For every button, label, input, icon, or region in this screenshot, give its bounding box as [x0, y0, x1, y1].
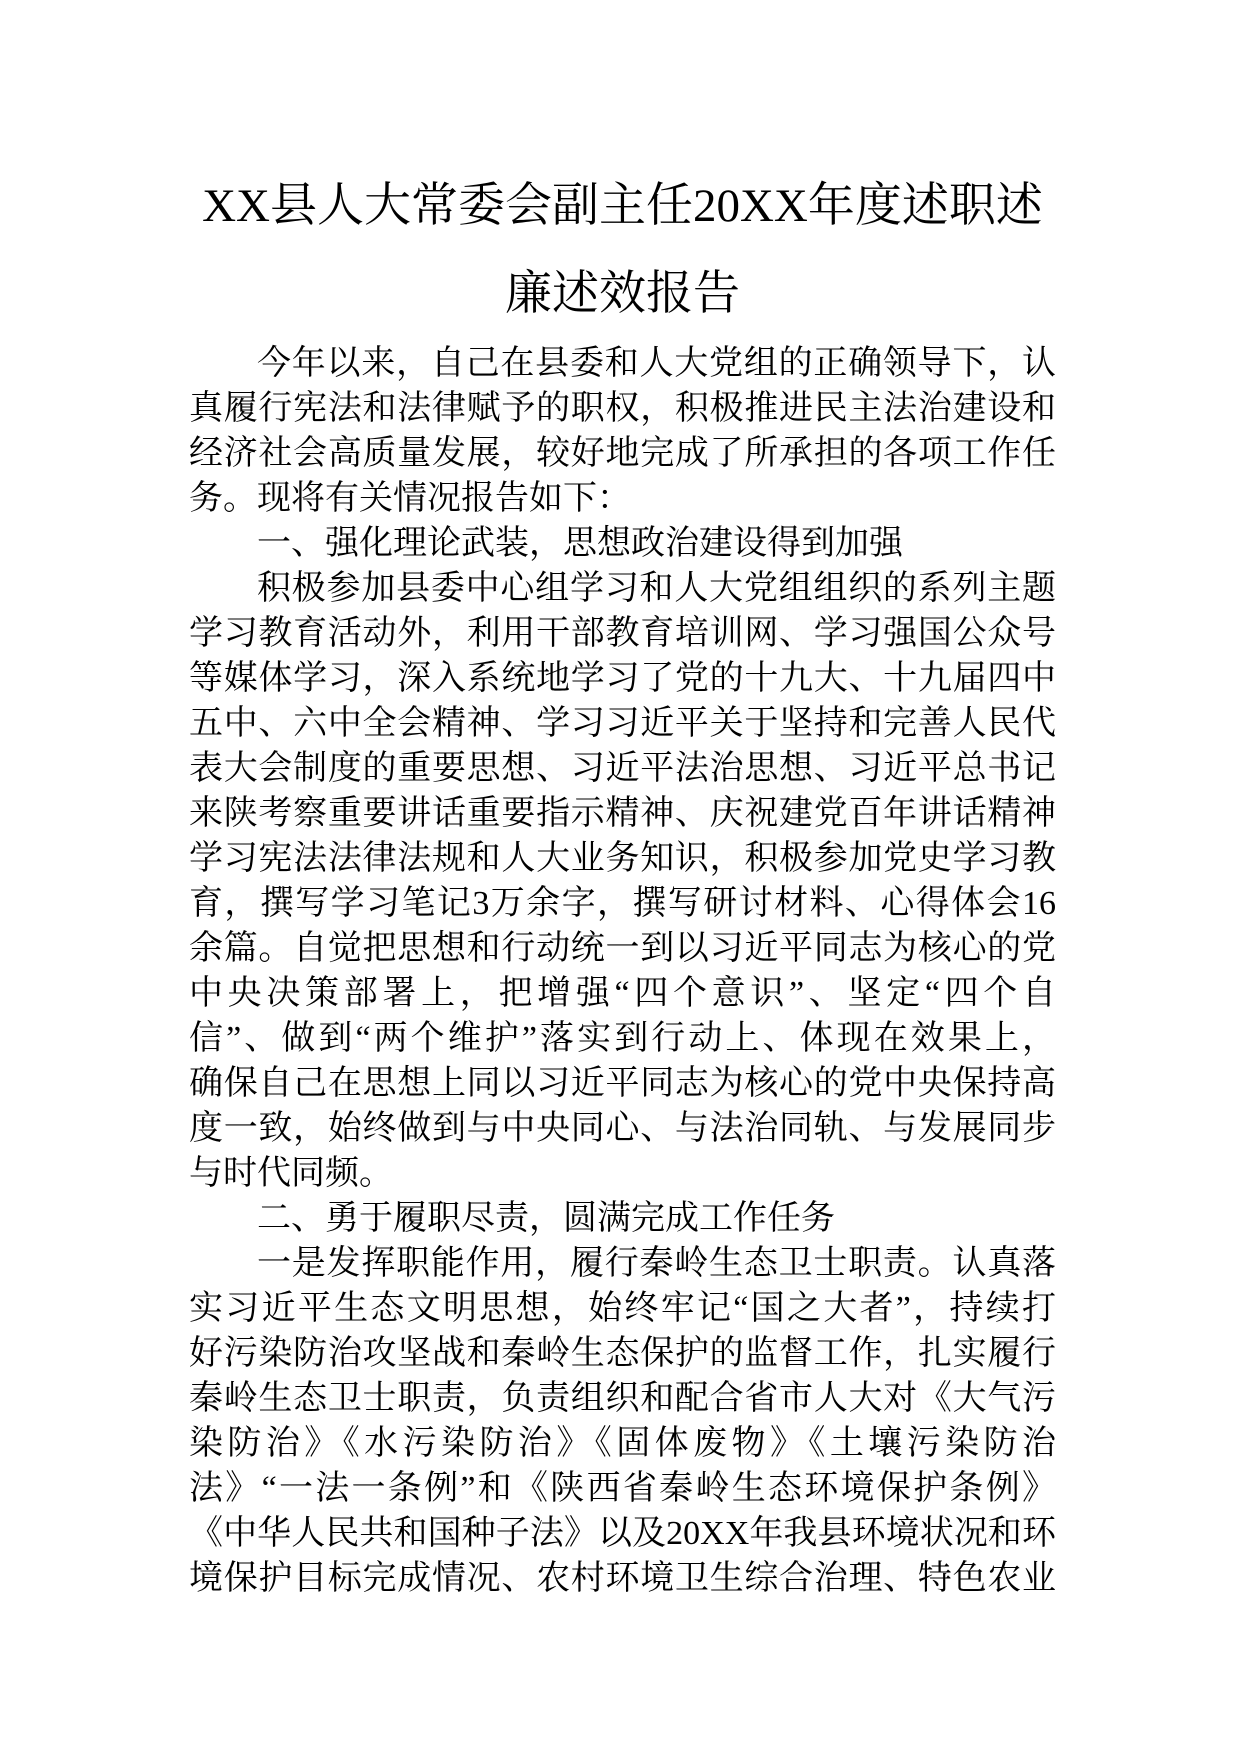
body-line: 度一致，始终做到与中央同心、与法治同轨、与发展同步 — [189, 1110, 1056, 1147]
section-heading: 一、强化理论武装，思想政治建设得到加强 — [257, 523, 903, 563]
body-line: 染防治》《水污染防治》《固体废物》《土壤污染防治 — [189, 1425, 1056, 1462]
body-line: 务。现将有关情况报告如下： — [189, 480, 631, 517]
document-title — [189, 162, 1056, 338]
body-line: 法》“一法一条例”和《陕西省秦岭生态环境保护条例》 — [189, 1470, 1056, 1507]
body-line: 等媒体学习，深入系统地学习了党的十九大、十九届四中 — [189, 660, 1056, 697]
body-line: 与时代同频。 — [189, 1155, 393, 1192]
body-line: 五中、六中全会精神、学习习近平关于坚持和完善人民代 — [189, 705, 1056, 742]
body-line: 育，撰写学习笔记3万余字，撰写研讨材料、心得体会16 — [189, 885, 1056, 922]
body-line: 来陕考察重要讲话重要指示精神、庆祝建党百年讲话精神 — [189, 795, 1056, 832]
document-body — [189, 341, 1056, 1601]
section-1 — [189, 521, 1056, 1196]
body-line: 中央决策部署上，把增强“四个意识”、坚定“四个自 — [189, 975, 1056, 1012]
body-line: 确保自己在思想上同以习近平同志为核心的党中央保持高 — [189, 1065, 1056, 1102]
paragraph-intro — [189, 341, 1056, 521]
body-line: 一是发挥职能作用，履行秦岭生态卫士职责。认真落 — [257, 1245, 1056, 1282]
body-line: 学习宪法法律法规和人大业务知识，积极参加党史学习教 — [189, 840, 1056, 877]
title-line: 廉述效报告 — [505, 268, 740, 320]
body-line: 积极参加县委中心组学习和人大党组组织的系列主题 — [257, 570, 1056, 607]
title-line: XX县人大常委会副主任20XX年度述职述 — [202, 180, 1043, 232]
body-line: 信”、做到“两个维护”落实到行动上、体现在效果上， — [189, 1020, 1056, 1057]
body-line: 境保护目标完成情况、农村环境卫生综合治理、特色农业 — [189, 1560, 1056, 1597]
body-line: 秦岭生态卫士职责，负责组织和配合省市人大对《大气污 — [189, 1380, 1056, 1417]
body-line: 好污染防治攻坚战和秦岭生态保护的监督工作，扎实履行 — [189, 1335, 1056, 1372]
paragraph — [189, 1241, 1056, 1601]
body-line: 实习近平生态文明思想，始终牢记“国之大者”，持续打 — [189, 1290, 1056, 1327]
body-line: 《中华人民共和国种子法》以及20XX年我县环境状况和环 — [189, 1515, 1056, 1552]
body-line: 经济社会高质量发展，较好地完成了所承担的各项工作任 — [189, 435, 1056, 472]
body-line: 余篇。自觉把思想和行动统一到以习近平同志为核心的党 — [189, 930, 1056, 967]
body-line: 今年以来，自己在县委和人大党组的正确领导下，认 — [257, 345, 1056, 382]
body-line: 学习教育活动外，利用干部教育培训网、学习强国公众号 — [189, 615, 1056, 652]
paragraph — [189, 566, 1056, 1196]
section-heading: 二、勇于履职尽责，圆满完成工作任务 — [257, 1198, 835, 1238]
body-line: 真履行宪法和法律赋予的职权，积极推进民主法治建设和 — [189, 390, 1056, 427]
body-line: 表大会制度的重要思想、习近平法治思想、习近平总书记 — [189, 750, 1056, 787]
section-2 — [189, 1196, 1056, 1601]
